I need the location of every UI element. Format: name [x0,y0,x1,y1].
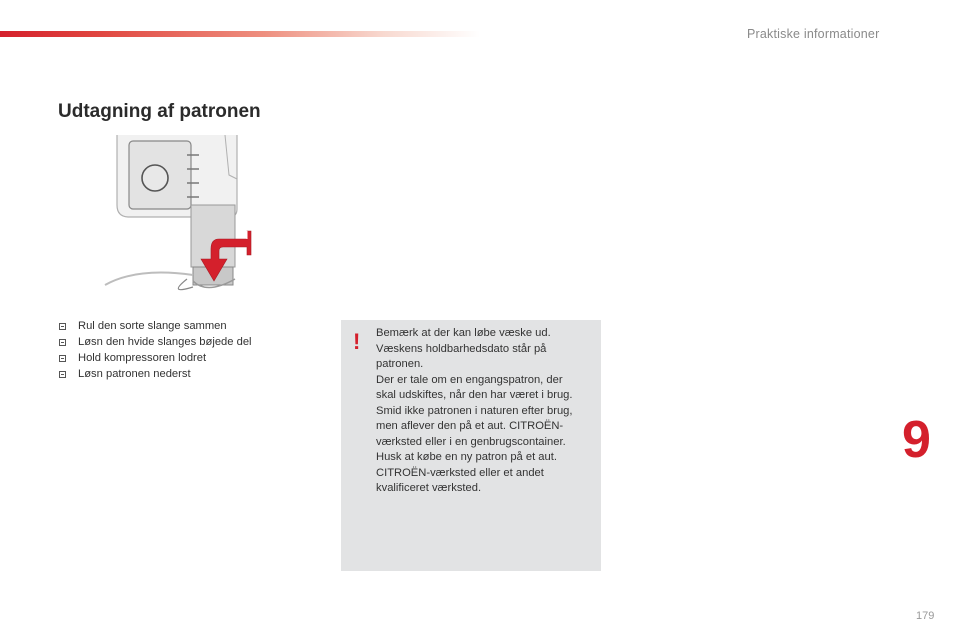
step-text: Hold kompressoren lodret [78,352,207,364]
warning-text [376,326,598,497]
chapter-number: 9 [902,411,931,469]
warning-line: Der er tale om en engangspatron, der [376,373,563,386]
compressor-unit-icon [97,135,319,313]
page-number: 179 [916,610,935,622]
step-text: Løsn patronen nederst [78,368,191,380]
step-text: Rul den sorte slange sammen [78,320,227,332]
step-marker-icon [59,339,66,346]
warning-line: Bemærk at der kan løbe væske ud. [376,327,551,339]
warning-exclamation-icon: ! [353,329,361,354]
step-marker-icon [59,323,66,330]
list-item [58,318,252,334]
list-item [58,366,252,382]
warning-box [341,320,601,571]
warning-line: men aflever den på et aut. CITROËN- [376,420,564,432]
warning-line: Husk at købe en ny patron på et aut. [376,451,557,463]
step-list [58,318,252,382]
step-marker-icon [59,355,66,362]
warning-line: patronen. [376,358,424,370]
section-label: Praktiske informationer [747,27,880,41]
cartridge-removal-illustration [97,135,319,313]
warning-line: CITROËN-værksted eller et andet [376,466,544,479]
warning-line: Smid ikke patronen i naturen efter brug, [376,404,573,417]
warning-line: skal udskiftes, når den har været i brug. [376,389,573,401]
list-item [58,334,252,350]
warning-line: værksted eller i en genbrugscontainer. [376,435,566,448]
step-text: Løsn den hvide slanges bøjede del [78,336,252,348]
page-title: Udtagning af patronen [58,101,261,122]
top-accent-bar [0,31,480,37]
warning-line: kvalificeret værksted. [376,482,482,494]
step-marker-icon [59,371,66,378]
list-item [58,350,252,366]
warning-line: Væskens holdbarhedsdato står på [376,342,547,355]
